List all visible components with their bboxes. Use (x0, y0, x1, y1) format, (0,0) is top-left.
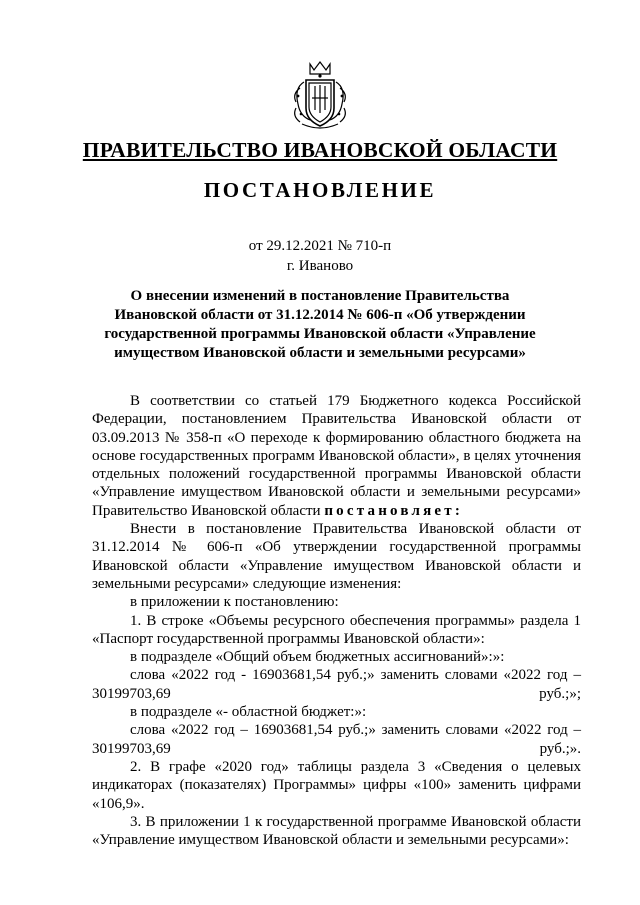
body-paragraph: слова «2022 год – 16903681,54 руб.;» заменить словами «2022 год – 30199703,69 руб.;». (92, 722, 581, 757)
body-paragraph: 2. В графе «2020 год» таблицы раздела 3 «Сведения о целевых индикаторах (показателях) Программы» цифры «100» заменить цифрами «106,9». (92, 758, 581, 812)
intro-paragraph (92, 392, 581, 520)
body-paragraph: в подразделе «- областной бюджет:»: (130, 704, 367, 721)
coat-of-arms-icon (290, 58, 350, 130)
body-paragraph: слова «2022 год - 16903681,54 руб.;» заменить словами «2022 год – 30199703,69 руб.;»; (92, 667, 581, 702)
document-title (100, 287, 540, 363)
city: г. Иваново (286, 258, 354, 274)
body-paragraph: в приложении к постановлению: (130, 594, 339, 611)
title-line: Ивановской области от 31.12.2014 № 606-п «Об утверждении (114, 307, 526, 323)
date-number: от 29.12.2021 № 710-п (248, 238, 392, 254)
document-type: ПОСТАНОВЛЕНИЕ (203, 178, 437, 202)
body-paragraph: 1. В строке «Объемы ресурсного обеспечения программы» раздела 1 «Паспорт государственной программы Ивановской области»: (92, 612, 581, 647)
body-paragraph: 3. В приложении 1 к государственной программе Ивановской области «Управление имуществом Ивановской области и земельными ресурсами»: (92, 813, 581, 849)
organization-name: ПРАВИТЕЛЬСТВО ИВАНОВСКОЙ ОБЛАСТИ (82, 138, 558, 162)
title-line: государственной программы Ивановской области «Управление (104, 326, 536, 342)
body-paragraph: Внести в постановление Правительства Ивановской области от 31.12.2014 № 606-п «Об утверждении государственной программы Ивановской области «Управление имуществом Ивановской области и земельными ресурсами» следующие изменения: (92, 521, 581, 592)
document-body (92, 392, 581, 849)
title-line: О внесении изменений в постановление Правительства (130, 288, 510, 304)
intro-text: В соответствии со статьей 179 Бюджетного кодекса Российской Федерации, постановлением Правительства Ивановской области от 03.09.2013 № 358-п «О переходе к формированию областного бюджета на основе государственных программ Ивановской области», в целях уточнения отдельных положений государственной программы Ивановской области «Управление имуществом Ивановской области и земельными ресурсами» Правительство Ивановской области (92, 393, 581, 519)
body-paragraph: в подразделе «Общий объем бюджетных ассигнований»:»: (130, 649, 505, 666)
title-line: имуществом Ивановской области и земельными ресурсами» (114, 345, 526, 361)
document-meta (0, 236, 640, 276)
intro-keyword: постановляет: (324, 502, 464, 519)
